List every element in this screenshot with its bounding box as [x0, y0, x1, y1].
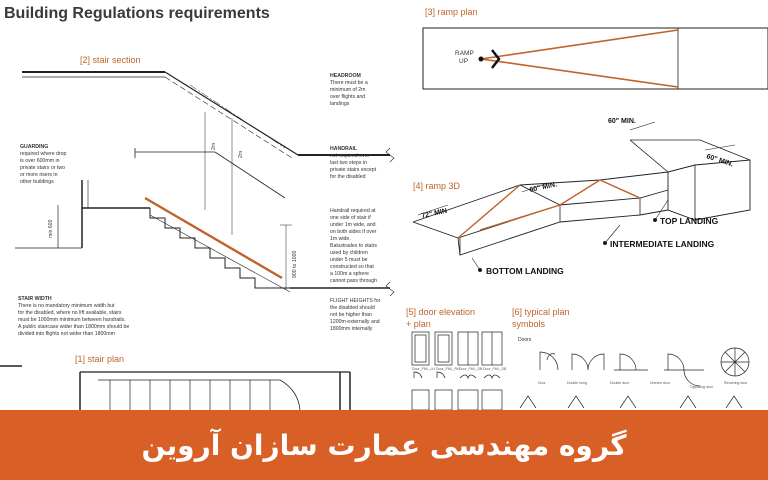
- ramp-up-label: RAMP UP: [455, 50, 474, 65]
- headroom-dim-2: 2m: [238, 150, 244, 158]
- note-flight-heights: FLIGHT HEIGHTS for the disabled should not be higher than 1200m externally and 1800mm internally: [330, 298, 381, 332]
- stair-plan-drawing: [0, 354, 350, 410]
- sheet-title: Building Regulations requirements: [4, 5, 270, 22]
- stair-plan-label: [1] stair plan: [75, 354, 125, 364]
- plan-symbol-labels: Door Double hung Double door Uneven door Opposing door Revolving door: [538, 381, 748, 389]
- plan-symbols-label: [6] typical plan symbols: [512, 307, 570, 329]
- ramp-dim-72: 72" MIN: [420, 207, 448, 220]
- ramp-3d-drawing: [413, 122, 750, 272]
- door-elevations: [412, 332, 502, 410]
- intermediate-landing-label: INTERMEDIATE LANDING: [610, 239, 715, 249]
- rail-height-dim: 900 to 1000: [292, 250, 298, 278]
- ramp-plan-drawing: [423, 7, 768, 89]
- note-guarding: GUARDING required where drop is over 600mm in private stairs or two or more risers in other buildings: [20, 144, 67, 185]
- door-codes: Door_FML_LH Door_FML_RH Door_FML_DB Door_FML_DB: [412, 367, 507, 371]
- note-handrail-required: Handrail required at one side of stair if under 1m wide, and on both sides if over 1m wide. Balustrades to stairs used by children under 5 must be constructed so that a 100m a sphere cannot pass through: [330, 208, 378, 284]
- banner-text: گروه مهندسی عمارت سازان آروین: [141, 428, 627, 462]
- headroom-dim-1: 2m: [211, 142, 217, 150]
- ramp-dim-mid: 60" MIN.: [528, 181, 558, 194]
- bottom-landing-label: BOTTOM LANDING: [486, 266, 564, 276]
- top-landing-label: TOP LANDING: [660, 216, 719, 226]
- ramp-dim-side: 60" MIN.: [705, 153, 735, 169]
- note-stair-width: STAIR WIDTH There is no mandatory minimum width but for the disabled, where no lift available, stairs must be 1000mm minimum between handrails. A public staircase wider than 1800mm should be divided into flights not wider than 1800mm: [18, 296, 130, 337]
- plan-door-symbols: [520, 348, 749, 408]
- company-banner: [0, 410, 768, 480]
- stair-section-label: [2] stair section: [80, 55, 141, 65]
- note-headroom: HEADROOM There must be a minimum of 2m over flights and landings: [330, 73, 368, 107]
- door-elevation-label: [5] door elevation + plan: [406, 307, 476, 329]
- symbols-doors-heading: Doors: [518, 337, 532, 343]
- note-handrail: HANDRAIL not required over last two steps in private stairs except for the disabled: [330, 146, 377, 180]
- ramp-3d-label: [4] ramp 3D: [413, 181, 461, 191]
- guard-dim: min 600: [48, 219, 54, 238]
- ramp-plan-label: [3] ramp plan: [425, 7, 478, 17]
- ramp-dim-top: 60" MIN.: [608, 118, 636, 125]
